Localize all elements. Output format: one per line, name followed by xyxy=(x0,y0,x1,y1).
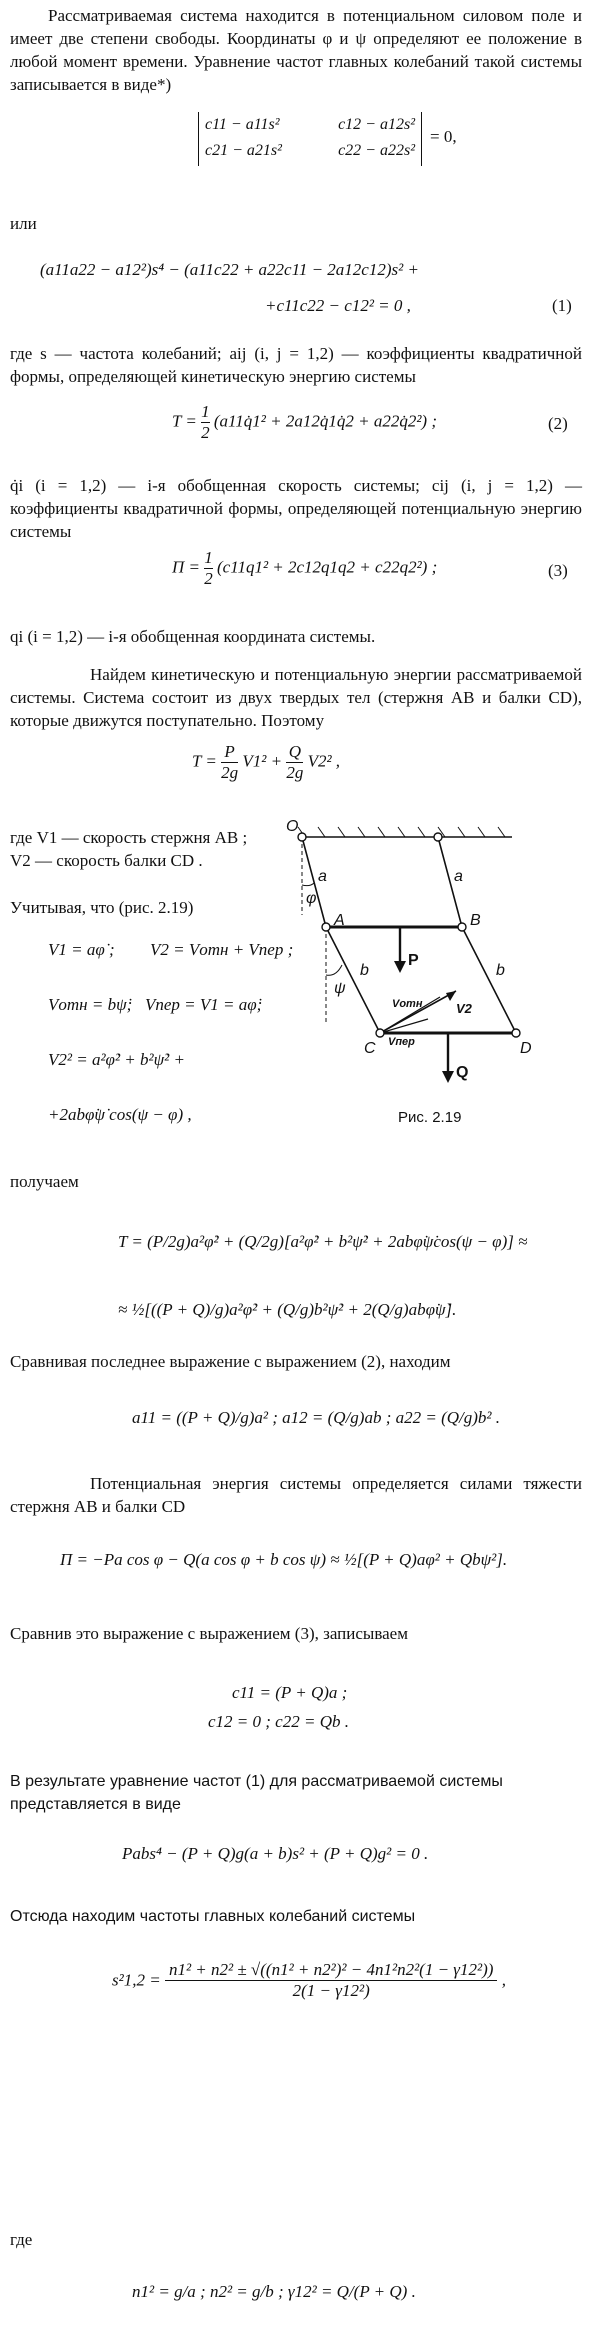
label-vper: Vпер xyxy=(388,1036,415,1048)
label-psi: ψ xyxy=(334,980,346,997)
equation-2-number: (2) xyxy=(548,414,568,433)
eq11-tail: , xyxy=(501,1970,506,1990)
det-rhs: = 0, xyxy=(430,127,457,146)
eq5-c: Vотн = bψ̇; xyxy=(48,995,133,1014)
eq4-frac2 xyxy=(286,742,303,783)
eq5-b: V2 = Vотн + Vпер ; xyxy=(150,940,294,959)
eq4-f1d: 2g xyxy=(221,763,239,782)
arrow-Q-head xyxy=(442,1071,454,1083)
eq3-lhs: П = xyxy=(172,557,200,577)
pin-B xyxy=(458,923,466,931)
equation-2 xyxy=(172,402,437,443)
label-B: B xyxy=(470,912,481,929)
paragraph-11: В результате уравнение частот (1) для рассматриваемой системы представляется в виде xyxy=(10,1773,503,1813)
equation-1-line1: (a11a22 − a12²)s⁴ − (a11c22 + a22c11 − 2a12c12)s² + xyxy=(40,260,419,279)
equation-kinetic xyxy=(192,742,340,783)
pin-C xyxy=(376,1029,384,1037)
pin-top-right xyxy=(434,833,442,841)
paragraph-9: Потенциальная энергия системы определяется силами тяжести стержня AB и балки CD xyxy=(10,1474,582,1516)
paragraph-10: Сравнив это выражение с выражением (3), записываем xyxy=(10,1624,408,1643)
eq2-coef-d: 2 xyxy=(201,423,210,442)
phi-arc xyxy=(302,883,314,886)
equation-c12-c22: c12 = 0 ; c22 = Qb . xyxy=(208,1712,349,1731)
pin-D xyxy=(512,1029,520,1037)
equation-T-line1: T = (P/2g)a²φ̇² + (Q/2g)[a²φ̇² + b²ψ̇² + 2abφ̇ψ̇cos(ψ − φ)] ≈ xyxy=(118,1232,528,1251)
vel-v2-head xyxy=(446,991,456,1001)
eq4-f1n: P xyxy=(224,742,235,761)
eq11-den: 2(1 − γ12²) xyxy=(165,1980,498,2001)
ili-text: или xyxy=(10,214,37,233)
figure-caption: Рис. 2.19 xyxy=(398,1109,462,1126)
det-r2c1: c21 − a21s² xyxy=(205,142,282,159)
polychaem-text: получаем xyxy=(10,1172,79,1191)
eq3-coef-d: 2 xyxy=(204,569,213,588)
label-Q: Q xyxy=(456,1064,469,1081)
label-D: D xyxy=(520,1040,532,1057)
equation-c11: c11 = (P + Q)a ; xyxy=(232,1683,348,1702)
eq5-d: Vпер = V1 = aφ̇; xyxy=(145,995,263,1014)
equation-T-line2: ≈ ½[((P + Q)/g)a²φ̇² + (Q/g)b²ψ̇² + 2(Q/g)abφ̇ψ̇]. xyxy=(118,1300,457,1319)
equation-frequency: Pabs⁴ − (P + Q)g(a + b)s² + (P + Q)g² = 0 . xyxy=(122,1844,429,1863)
frequency-determinant xyxy=(198,112,422,166)
equation-a-coefs: a11 = ((P + Q)/g)a² ; a12 = (Q/g)ab ; a22 = (Q/g)b² . xyxy=(132,1408,501,1427)
det-r1c2: c12 − a12s² xyxy=(338,116,415,133)
paragraph-2: где s — частота колебаний; aij (i, j = 1,2) — коэффициенты квадратичной формы, определяющей кинетическую энергию системы xyxy=(10,344,582,386)
eq3-coef-n: 1 xyxy=(204,548,213,567)
equation-potential: П = −Pa cos φ − Q(a cos φ + b cos ψ) ≈ ½[(P + Q)aφ² + Qbψ²]. xyxy=(60,1550,508,1569)
eq2-lhs: T = xyxy=(172,411,197,431)
equation-1-number: (1) xyxy=(552,296,572,315)
label-b1: b xyxy=(360,962,369,979)
rod-b-right xyxy=(462,927,516,1033)
paragraph-3: q̇i (i = 1,2) — i-я обобщенная скорость системы; cij (i, j = 1,2) — коэффициенты квадратичной формы, определяющей потенциальную энергию системы xyxy=(10,476,582,541)
paragraph-4: qi (i = 1,2) — i-я обобщенная координата системы. xyxy=(10,627,376,646)
eq4-f2d: 2g xyxy=(286,763,304,782)
label-C: C xyxy=(364,1040,376,1057)
paragraph-7: Учитывая, что (рис. 2.19) xyxy=(10,898,194,917)
eq4-lhs: T = xyxy=(192,751,217,771)
label-a1: a xyxy=(318,868,327,885)
pin-A xyxy=(322,923,330,931)
paragraph-5: Найдем кинетическую и потенциальную энергии рассматриваемой системы. Система состоит из двух твердых тел (стержня AB и балки CD), которые движутся поступательно. Поэтому xyxy=(10,665,582,730)
paragraph-6: где V1 — скорость стержня AB ; V2 — скорость балки CD . xyxy=(10,828,248,870)
det-r2c2: c22 − a22s² xyxy=(338,142,415,159)
label-O: O xyxy=(286,818,299,835)
equation-n-gamma: n1² = g/a ; n2² = g/b ; γ12² = Q/(P + Q) . xyxy=(132,2282,416,2301)
ceiling-hatch xyxy=(298,827,505,837)
eq11-num: n1² + n2² ± √((n1² + n2²)² − 4n1²n2²(1 − γ12²)) xyxy=(168,1960,494,1979)
label-v2: V2 xyxy=(456,1001,472,1016)
paragraph-8: Сравнивая последнее выражение с выражением (2), находим xyxy=(10,1352,451,1371)
eq2-body: (a11q̇1² + 2a12q̇1q̇2 + a22q̇2²) ; xyxy=(213,411,437,431)
label-P: P xyxy=(408,952,419,969)
eq11-lhs: s²1,2 = xyxy=(112,1970,161,1990)
arrow-P-head xyxy=(394,961,406,973)
equation-s12 xyxy=(112,1960,506,2001)
eq3-body: (c11q1² + 2c12q1q2 + c22q2²) ; xyxy=(217,557,438,577)
paragraph-12: Отсюда находим частоты главных колебаний системы xyxy=(10,1908,416,1925)
label-A: A xyxy=(334,912,345,929)
pin-O xyxy=(298,833,306,841)
eq4-frac1 xyxy=(221,742,238,783)
label-a2: a xyxy=(454,868,463,885)
eq4-m2: V2² , xyxy=(307,751,341,771)
intro-paragraph: Рассматриваемая система находится в потенциальном силовом поле и имеет две степени свободы. Координаты φ и ψ определяют ее положение в любой момент времени. Уравнение частот главных колебаний такой системы записывается в виде*) xyxy=(10,6,582,94)
eq2-coef-n: 1 xyxy=(201,402,210,421)
eq11-frac xyxy=(165,1960,498,2001)
figure-2-19 xyxy=(280,815,600,1130)
eq5-a: V1 = aφ̇ ; xyxy=(48,940,115,959)
eq3-coef xyxy=(204,548,213,589)
equation-3-number: (3) xyxy=(548,561,568,580)
vel-vper xyxy=(380,1019,428,1033)
eq2-coef xyxy=(201,402,210,443)
eq4-m1: V1² + xyxy=(242,751,283,771)
label-b2: b xyxy=(496,962,505,979)
label-phi: φ xyxy=(306,890,317,907)
equation-3 xyxy=(172,548,437,589)
equation-1-line2: +c11c22 − c12² = 0 , xyxy=(265,296,411,315)
det-r1c1: c11 − a11s² xyxy=(205,116,280,133)
eq4-f2n: Q xyxy=(288,742,301,761)
gde-text: где xyxy=(10,2230,33,2249)
psi-arc xyxy=(326,965,342,975)
label-votn: Vотн xyxy=(392,998,423,1010)
eq5-e: V2² = a²φ̇² + b²ψ̇² + xyxy=(48,1050,185,1069)
eq5-f: +2abφ̇ψ̇ cos(ψ − φ) , xyxy=(48,1105,192,1124)
